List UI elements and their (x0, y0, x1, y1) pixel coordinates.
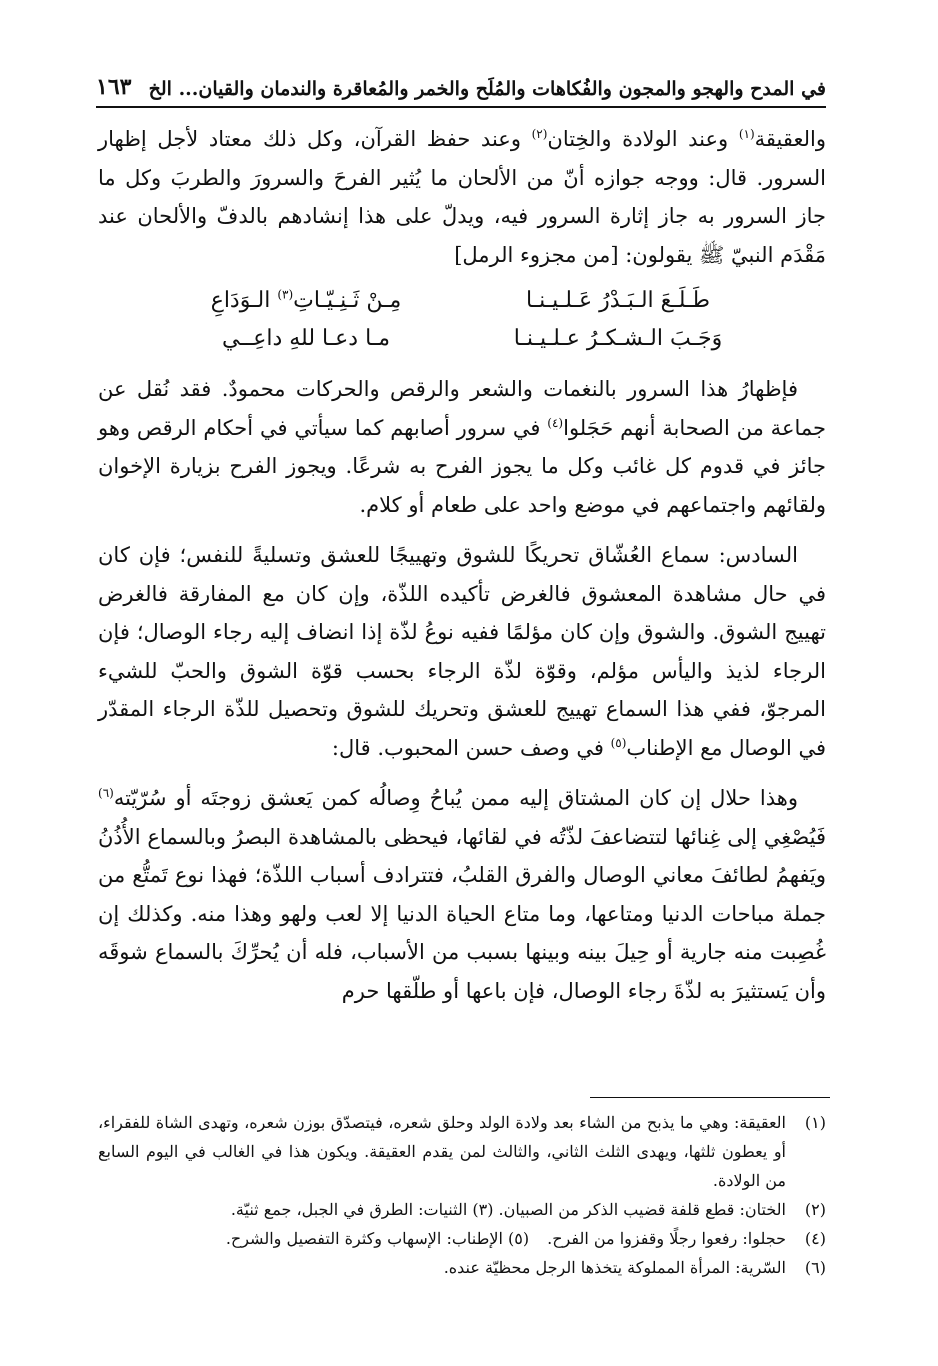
text-run: وعند حفظ القرآن، وكل ذلك معتاد لأجل إظهار السرور. قال: ووجه جوازه أنّ من الألحان ما يُثير الفرحَ والسرورَ والطربَ وكل ما جاز السرور به جاز إثارة السرور فيه، ويدلّ على هذا إنشادهم بالدفّ والألحان عند مَقْدَم النبيّ ﷺ يقولون: [من مجزوء الرمل] (98, 127, 826, 267)
footnote-4-5 (98, 1224, 826, 1253)
text-run: فَيُصْغِي إلى غِنائها لتتضاعفَ لذّتُه في لقائها، فيحظى بالمشاهدة البصرُ وبالسماع الأُذُنُ ويَفهمُ لطائفَ معاني الوصال والفرق القلبُ، فتترادف أسباب اللذّة؛ فهذا نوع تَمتُّع من جملة مباحات الدنيا ومتاعها، وما متاع الحياة الدنيا إلا لعب ولهو وهذا منه. وكذلك إن غُصِبت منه جارية أو حِيلَ بينه وبينها بسبب من الأسباب، فله أن يُحرِّكَ بالسماع شوقَه وأن يَستثيرَ به لذّةَ رجاء الوصال، فإن باعها أو طلّقها حرم (98, 824, 826, 1003)
footnote-number: (٢) (804, 1200, 826, 1219)
text-run: في وصف حسن المحبوب. قال: (331, 735, 611, 760)
poem-verse-1 (98, 282, 826, 320)
text-run: مِـنْ ثَـنِـيّـاتِ (293, 288, 402, 313)
hemistich-2b: مـا دعـا للهِ داعِــي (221, 326, 391, 351)
footnote-number: (٥) (508, 1229, 530, 1248)
footnote-1 (98, 1108, 826, 1195)
footnote-number: (٤) (804, 1229, 826, 1248)
main-text (98, 120, 826, 1010)
text-run: وعند الولادة والخِتان (547, 127, 739, 151)
text-run: في سرور أصابهم كما سيأتي في أحكام الرقص وهو جائز في قدوم كل غائب وكل ما يجوز الفرح به شرعًا. ويجوز الفرح بزيارة الإخوان ولقائهم واجتماعهم في موضع واحد على طعام أو كلام. (98, 415, 826, 517)
footnote-ref-4[interactable]: (٤) (547, 415, 564, 430)
text-run: فإظهارُ هذا السرور بالنغمات والشعر والرقص والحركات محمودٌ. فقد نُقل عن جماعة من الصحابة أنهم حَجَلوا (98, 377, 826, 440)
paragraph-3 (98, 536, 826, 767)
poem-verse-2 (98, 320, 826, 358)
footnote-text: السّرية: المرأة المملوكة يتخذها الرجل محظيّة عنده. (443, 1258, 786, 1277)
footnote-number: (٣) (472, 1200, 494, 1219)
text-run: والعقيقة (754, 127, 826, 151)
footnote-separator (590, 1097, 830, 1098)
page-header (96, 64, 826, 108)
hemistich-1a: طَـلَـعَ الـبَـدْرُ عَـلـيـنـا (525, 288, 711, 313)
page-number: ١٦٣ (96, 74, 132, 100)
footnote-ref-1[interactable]: (١) (738, 127, 755, 141)
hemistich-2a: وَجَـبَ الـشـكـرُ عـلـيـنـا (513, 326, 723, 351)
footnote-text: الختان: قطع قلفة قضيب الذكر من الصبيان. (498, 1200, 786, 1219)
hemistich-1b (181, 282, 431, 320)
paragraph-4 (98, 779, 826, 1010)
running-title: في المدح والهجو والمجون والفُكاهات والمُلَح والخمر والمُعاقرة والندمان والقيان... الخ (148, 78, 826, 100)
footnote-text: الإطناب: الإسهاب وكثرة التفصيل والشرح. (225, 1229, 503, 1248)
footnote-text: حجلوا: رفعوا رجلًا وقفزوا من الفرح. (547, 1229, 786, 1248)
text-run: السادس: سماع العُشّاق تحريكًا للشوق وتهييجًا للعشق وتسليةً للنفس؛ فإن كان في حال مشاهدة المعشوق فالغرض تأكيده اللذّة، وإن كان مع المفارقة فالغرض تهييج الشوق. والشوق وإن كان مؤلمًا ففيه نوعُ لذّة إذا انضاف إليه رجاء الوصال؛ فإن الرجاء لذيذ واليأس مؤلم، وقوّة لذّة الرجاء بحسب قوّة الشوق والحبّ للشيء المرجوّ، ففي هذا السماع تهييج للعشق وتحريك للشوق وتحصيل للذّة الرجاء المقدّر في الوصال مع الإطناب (98, 543, 826, 760)
footnote-ref-2[interactable]: (٢) (531, 127, 548, 141)
footnote-2-3 (98, 1195, 826, 1224)
text-run: وهذا حلال إن كان المشتاق إليه ممن يُباحُ وِصالُه كمن يَعشق زوجتَه أو سُرّيّته (113, 786, 798, 810)
poem (98, 282, 826, 358)
paragraph-1 (98, 120, 826, 274)
footnote-number: (١) (804, 1113, 826, 1132)
footnote-text: الثنيات: الطرق في الجبل، جمع ثنيّة. (230, 1200, 468, 1219)
footnote-text: العقيقة: وهي ما يذبح من الشاء بعد ولادة الولد وحلق شعره، فيتصدّق بوزن شعره، وتهدى الشاة للفقراء، أو يعطون ثلثها، ويهدى الثلث الثاني، والثالث لمن يقدم العقيقة. ويكون هذا في الغالب في اليوم السابع من الولادة. (98, 1113, 786, 1190)
footnote-ref-6[interactable]: (٦) (98, 786, 114, 800)
paragraph-2 (98, 370, 826, 524)
footnote-ref-3[interactable]: (٣) (277, 287, 294, 302)
footnotes (98, 1108, 826, 1282)
footnote-6 (98, 1253, 826, 1282)
footnote-number: (٦) (804, 1258, 826, 1277)
footnote-ref-5[interactable]: (٥) (610, 735, 627, 750)
text-run: الـوَدَاعِ (210, 288, 278, 313)
